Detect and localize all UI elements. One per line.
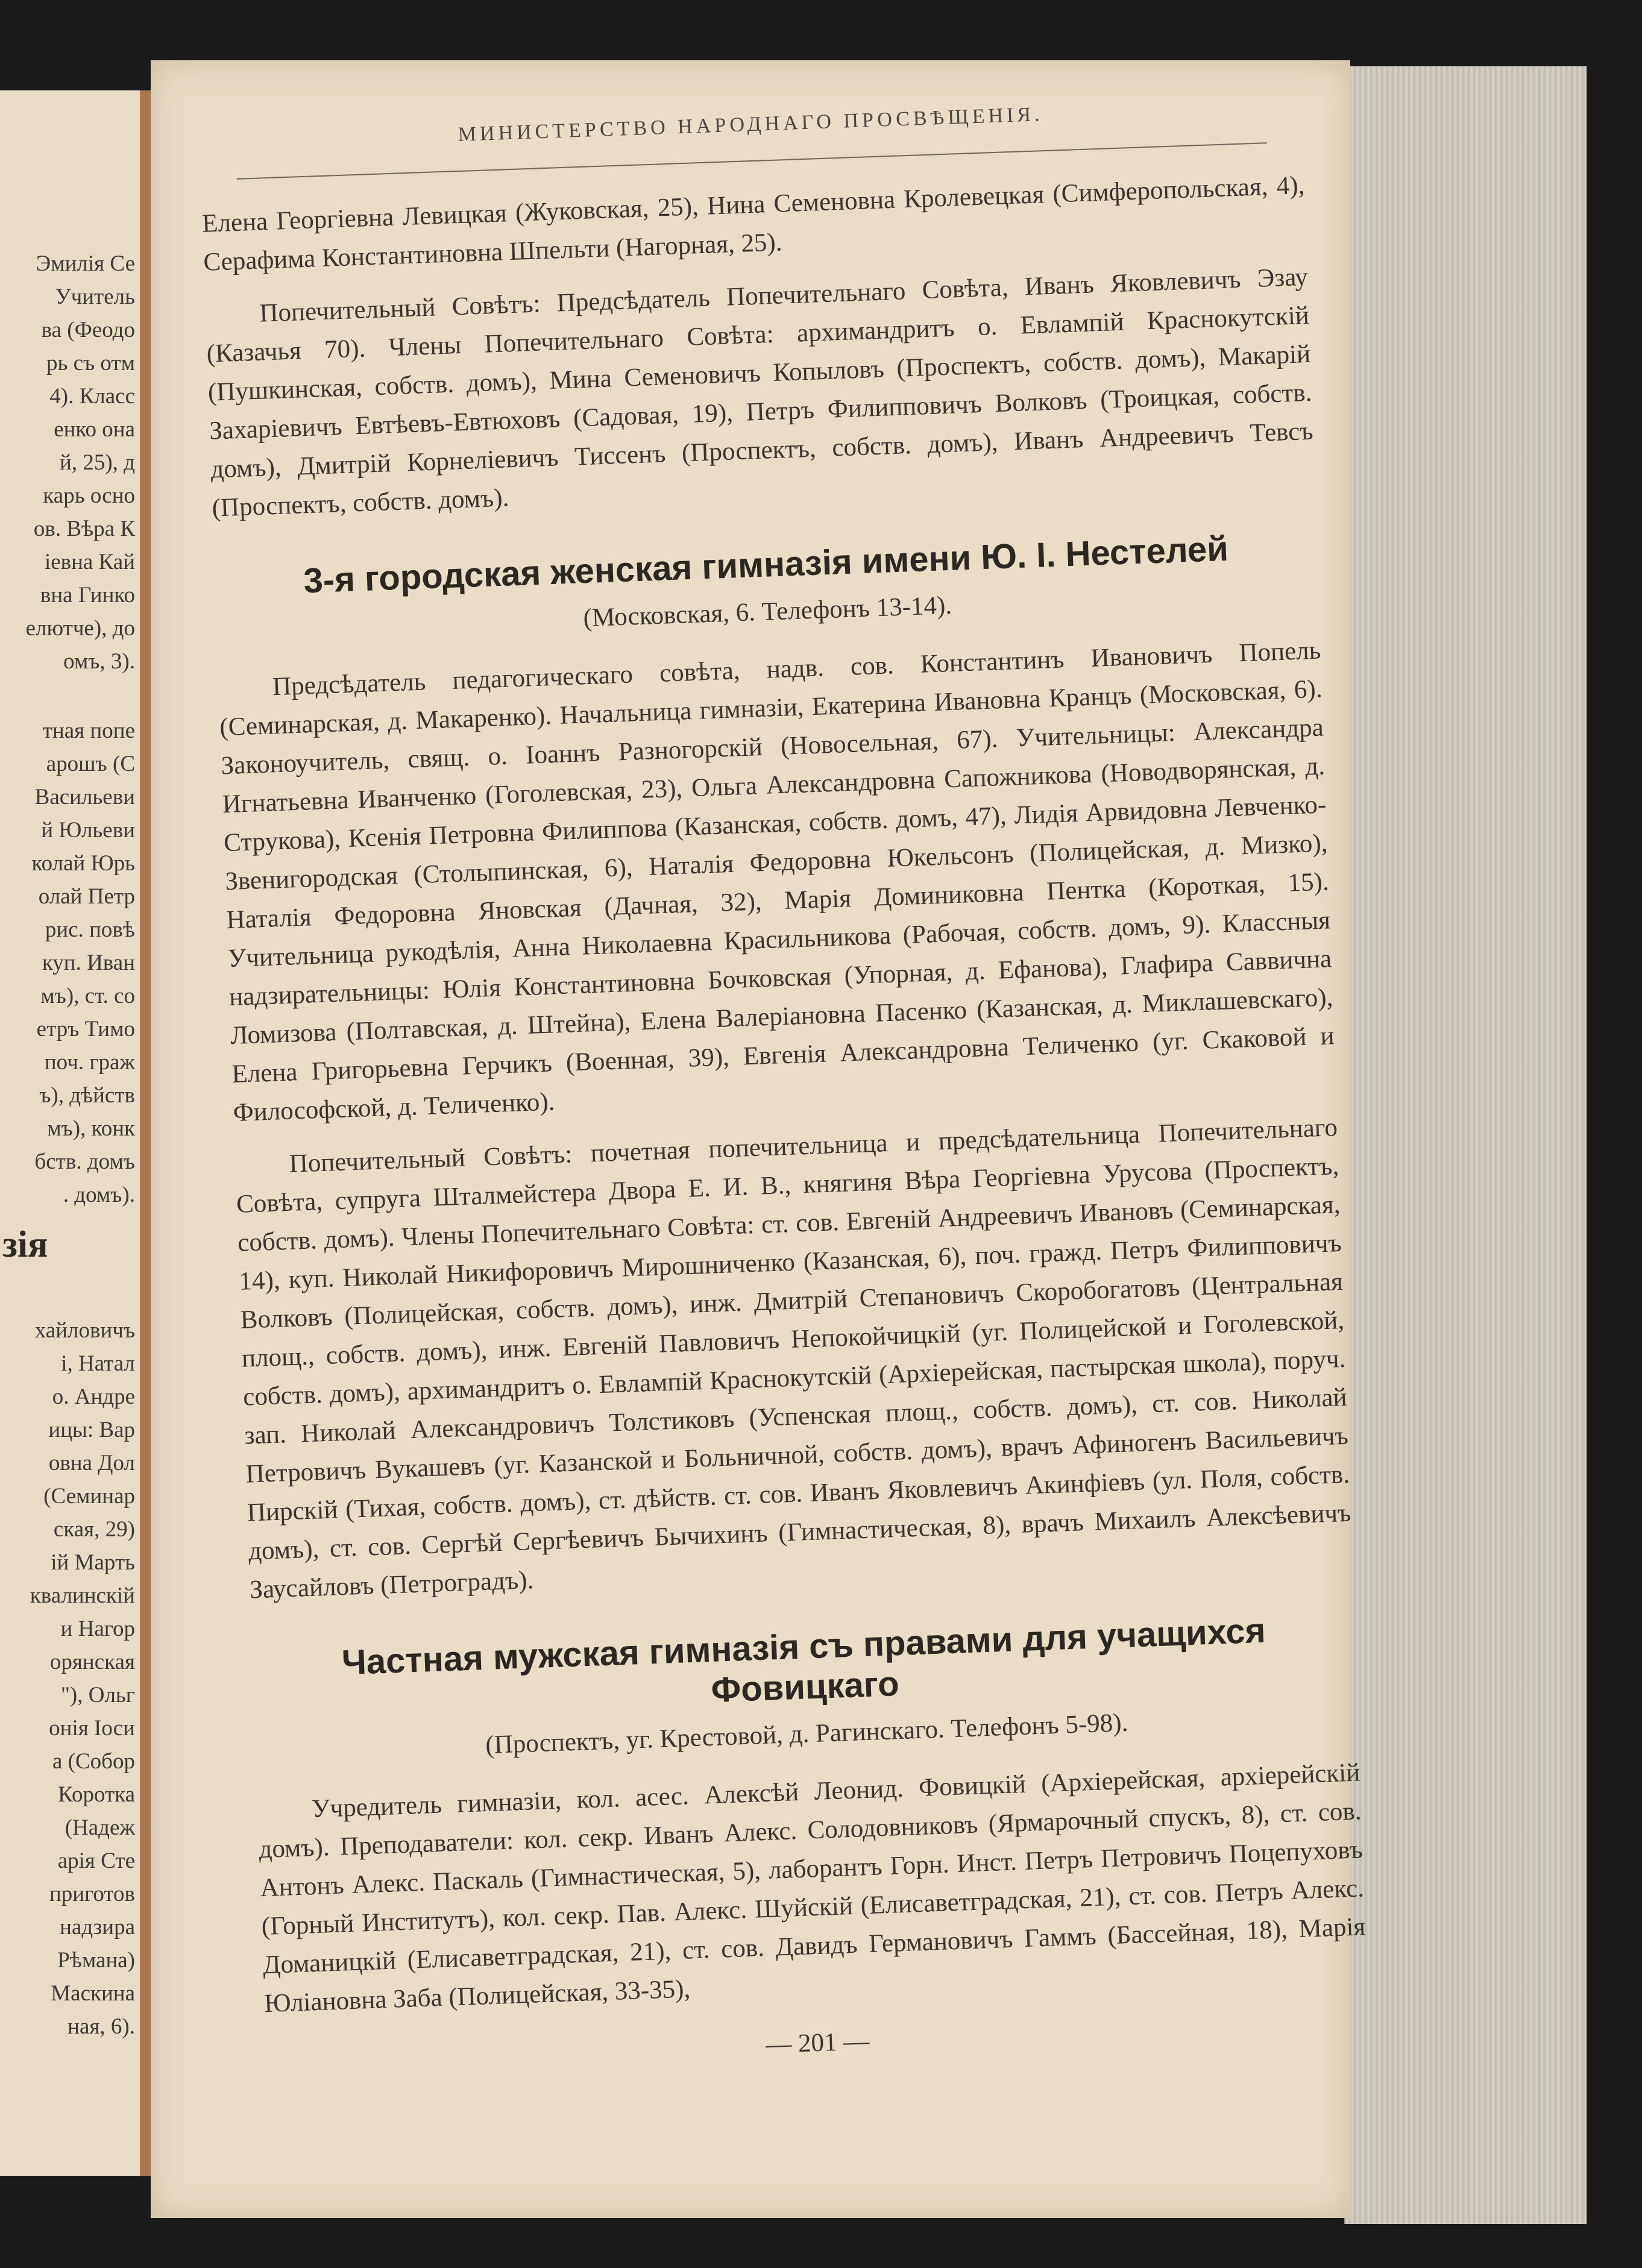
left-line: і, Натал [61,1351,135,1376]
left-line: Васильеви [34,785,135,809]
main-page [151,60,1366,2218]
left-line: ъ), дѣйств [39,1083,135,1108]
left-line: й, 25), д [60,450,135,475]
paragraph: Предсѣдатель педагогическаго совѣта, надв. сов. Константинъ Ивановичъ Попель (Семинарская, д. Макаренко). Начальница гимназіи, Екатерина Ивановна Кранцъ (Московская, 6). Законоучитель, свящ. о. Іоаннъ Разногорскій (Новосельная, 67). Учительницы: Александра Игнатьевна Иванченко (Гоголевская, 23), Ольга Александровна Сапожникова (Новодворянская, д. Струкова), Ксенія Петровна Филиппова (Казанская, собств. домъ, 47), Лидія Арвидовна Левченко-Звенигородская (Столыпинская, 6), Наталія Федоровна Юкельсонъ (Полицейская, д. Мизко), Наталія Федоровна Яновская (Дачная, 32), Марія Доминиковна Пентка (Короткая, 15). Учительница рукодѣлія, Анна Николаевна Красильникова (Рабочая, собств. домъ, 9). Классныя надзирательницы: Юлія Константиновна Бочковская (Упорная, д. Ефанова), Глафира Саввична Ломизова (Полтавская, д. Штейна), Елена Валеріановна Пасенко (Казанская, д. Миклашевскаго), Елена Григорьевна Герчикъ (Военная, 39), Евгенія Александровна Теличенко (уг. Скаковой и Философской, д. Теличенко). [219,636,1335,1127]
left-line: куп. Иван [42,950,135,975]
left-line: бств. домъ [34,1149,135,1174]
left-line: вна Гинко [40,583,135,608]
left-line: мъ), конк [47,1116,135,1141]
left-line: и Нагор [60,1616,135,1641]
left-line: арія Сте [57,1849,135,1873]
paragraph: Учредитель гимназіи, кол. асес. Алексѣй Леонид. Фовицкій (Архіерейская, архіерейскій домъ). Преподаватели: кол. секр. Иванъ Алекс. Солодовниковъ (Ярмарочный спускъ, 8), ст. сов. Антонъ Алекс. Паскаль (Гимнастическая, 5), лаборантъ Горн. Инст. Петръ Петровичъ Поцепуховъ (Горный Институтъ), кол. секр. Пав. Алекс. Шуйскій (Елисаветградская, 21), ст. сов. Петръ Алекс. Доманицкій (Елисаветградская, 21), ст. сов. Давидъ Германовичъ Гаммъ (Бассейная, 18), Марія Юліановна Заба (Полицейская, 33-35), [258,1758,1366,2018]
left-line: приготов [49,1882,135,1906]
left-line: (Надеж [64,1815,135,1840]
left-line: Маскина [51,1981,135,2006]
left-line: овна Дол [48,1451,135,1475]
left-line: Коротка [58,1782,135,1807]
section-heading: Частная мужская гимназія съ правами для учащихся Фовицкаго [341,1610,1266,1710]
paragraph: Попечительный Совѣтъ: почетная попечительница и предсѣдательница Попечительнаго Совѣта, супруга Шталмейстера Двора Е. И. В., княгиня Вѣра Георгіевна Урусова (Проспектъ, собств. домъ). Члены Попечительнаго Совѣта: ст. сов. Евгеній Андреевичъ Ивановъ (Семинарская, 14), куп. Николай Никифоровичъ Мирошниченко (Казанская, 6), поч. гражд. Петръ Филипповичъ Волковъ (Полицейская, собств. домъ), инж. Дмитрій Степановичъ Скоробогатовъ (Центральная площ., собств. домъ), инж. Евгеній Павловичъ Непокойчицкій (уг. Полицейской и Гоголевской, собств. домъ), архимандритъ о. Евлампій Краснокутскій (Архіерейская, пастырская школа), поруч. зап. Николай Александровичъ Толстиковъ (Успенская площ., собств. домъ), ст. сов. Николай Петровичъ Вукашевъ (уг. Казанской и Больничной, собств. домъ), врачъ Афиногенъ Васильевичъ Пирскій (Тихая, собств. домъ), ст. дѣйств. ст. сов. Иванъ Яковлевичъ Акинфіевъ (ул. Поля, собств. домъ), ст. сов. Сергѣй Сергѣевичъ Бычихинъ (Гимнастическая, 8), врачъ Михаилъ Алексѣевичъ Заусайловъ (Петроградъ). [236,1113,1351,1604]
left-line: ій Марть [51,1550,135,1575]
left-line: онія Іоси [49,1716,135,1741]
left-block-c [2,1314,135,2043]
left-line: й Юльеви [41,818,135,843]
left-line: Рѣмана) [57,1948,135,1973]
left-line: орянская [49,1650,135,1674]
left-line: арошъ (С [46,752,135,776]
left-block-b [2,714,135,1211]
left-line: Учитель [55,284,135,309]
section-address: (Московская, 6. Телефонъ 13-14). [582,591,952,633]
left-heading: зія [2,1224,48,1265]
left-line: ная, 6). [68,2014,135,2039]
left-block-a [2,247,135,678]
left-line: 4). Класс [49,384,135,409]
left-line: колай Юрь [31,851,135,876]
left-line: олай Петр [38,884,135,909]
page-content [199,94,1370,2077]
section-heading: 3-я городская женская гимназія имени Ю. І. Нестелей [303,529,1229,601]
left-line: ва (Феодо [41,318,135,342]
left-line: тная попе [42,718,135,743]
left-line: надзира [60,1915,135,1940]
paragraph: Елена Георгіевна Левицкая (Жуковская, 25), Нина Семеновна Кролевецкая (Симферопольская, 4), Серафима Константиновна Шпельти (Нагорная, 25). [201,171,1305,277]
book-spine [140,90,151,2176]
left-line: . домъ). [63,1183,135,1207]
left-line: енко она [54,417,135,442]
running-head: МИНИСТЕРСТВО НАРОДНАГО ПРОСВѢЩЕНІЯ. [458,103,1044,146]
left-page [0,90,151,2176]
left-page-text [2,247,135,2043]
left-line: омъ, 3). [63,649,135,674]
page-edges [1344,66,1587,2224]
left-line: "), Ольг [60,1683,135,1707]
left-line: а (Собор [52,1749,135,1774]
left-line: о. Андре [52,1384,135,1409]
left-line: рис. повѣ [45,917,135,942]
paragraph: Попечительный Совѣтъ: Предсѣдатель Попечительнаго Совѣта, Иванъ Яковлевичъ Эзау (Казачья 70). Члены Попечительнаго Совѣта: архимандритъ о. Евлампій Краснокутскій (Пушкинская, собств. домъ), Мина Семеновичъ Копыловъ (Проспектъ, собств. домъ), Макарій Захаріевичъ Евтѣевъ-Евтюховъ (Садовая, 19), Петръ Филипповичъ Волковъ (Троицкая, собств. домъ), Дмитрій Корнеліевичъ Тиссенъ (Проспектъ, собств. домъ), Иванъ Андреевичъ Тевсъ (Проспектъ, собств. домъ). [206,262,1314,523]
left-line: (Семинар [43,1484,135,1509]
left-line: квалинскій [30,1583,135,1608]
left-line: хайловичъ [34,1318,135,1343]
left-line: іевна Кай [44,550,135,574]
page-number: — 201 — [765,2027,870,2059]
left-line: ов. Вѣра К [33,517,135,541]
left-line: карь осно [43,483,135,508]
left-line: елютче), до [25,616,135,641]
section-address: (Проспектъ, уг. Крестовой, д. Рагинскаго. Телефонъ 5-98). [485,1708,1129,1760]
left-line: ская, 29) [53,1517,135,1542]
left-line: Эмилія Се [36,251,135,276]
left-line: рь съ отм [46,351,135,375]
left-line: ицы: Вар [48,1418,135,1442]
left-line: поч. граж [44,1050,135,1075]
left-line: етръ Тимо [36,1017,135,1041]
left-line: мъ), ст. со [40,984,135,1008]
